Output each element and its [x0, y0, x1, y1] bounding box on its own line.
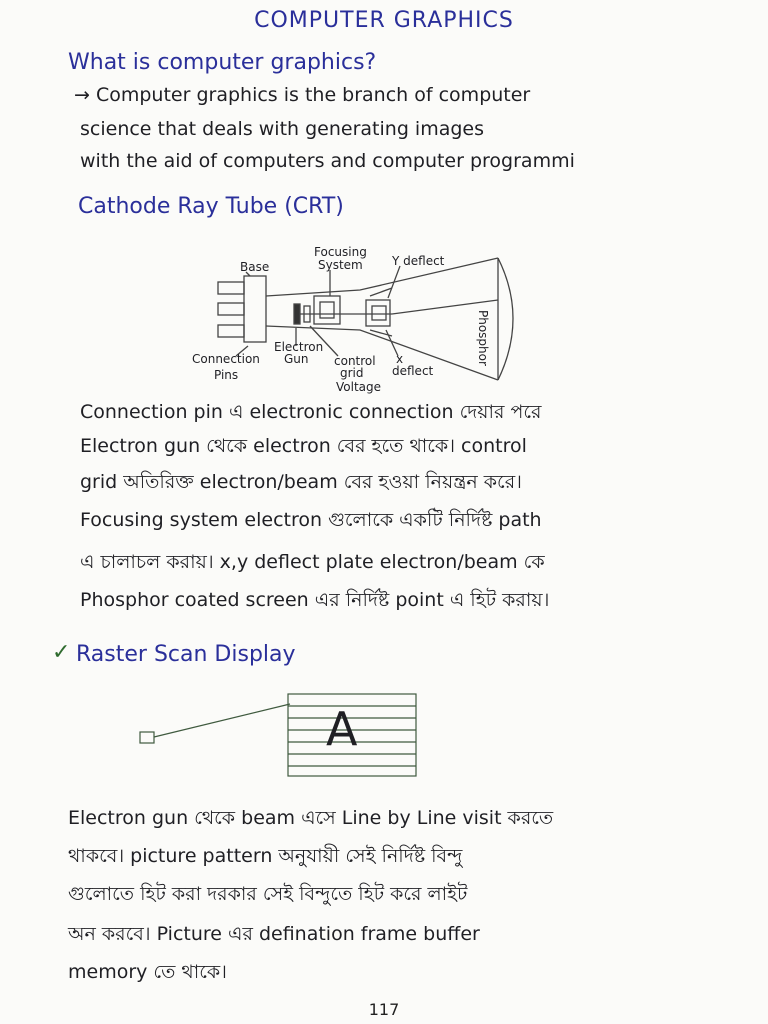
- label-system: System: [318, 258, 363, 272]
- crt-paragraph-line-4: Focusing system electron গুলোকে একটি নির্দিষ্ট path: [80, 509, 542, 531]
- label-control: control: [334, 354, 376, 368]
- beam-line: [154, 704, 290, 737]
- page-title: COMPUTER GRAPHICS: [254, 8, 514, 33]
- check-mark: ✓: [52, 640, 71, 665]
- screen-letter: A: [326, 702, 358, 756]
- label-pins: Pins: [214, 368, 239, 382]
- page-number: 117: [368, 1000, 400, 1019]
- label-phosphor: Phosphor: [476, 310, 490, 366]
- label-voltage: Voltage: [336, 380, 382, 394]
- raster-paragraph-line-5: memory তে থাকে।: [68, 961, 227, 983]
- label-gun: Gun: [284, 352, 309, 366]
- raster-paragraph-line-2: থাকবে। picture pattern অনুযায়ী সেই নির্দিষ্ট বিন্দু: [68, 845, 463, 867]
- raster-paragraph-line-3: গুলোতে হিট করা দরকার সেই বিন্দুতে হিট করে লাইট: [68, 883, 468, 905]
- crt-paragraph-line-2: Electron gun থেকে electron বের হতে থাকে। control: [80, 435, 527, 457]
- definition-line-1: → Computer graphics is the branch of computer: [74, 84, 531, 106]
- label-grid: grid: [340, 366, 364, 380]
- raster-paragraph-line-1: Electron gun থেকে beam এসে Line by Line visit করতে: [68, 807, 554, 829]
- definition-line-3: with the aid of computers and computer programmi: [80, 150, 575, 172]
- electron-gun-box: [140, 732, 154, 743]
- label-base: Base: [240, 260, 270, 274]
- crt-paragraph-line-6: Phosphor coated screen এর নির্দিষ্ট point এ হিট করায়।: [80, 589, 550, 611]
- label-y-deflect: Y deflect: [392, 254, 445, 268]
- question-heading: What is computer graphics?: [68, 50, 377, 75]
- definition-line-2: science that deals with generating images: [80, 118, 485, 140]
- label-electron: Electron: [274, 340, 324, 354]
- label-deflect: deflect: [392, 364, 434, 378]
- crt-paragraph-line-5: এ চালাচল করায়। x,y deflect plate electron/beam কে: [80, 551, 545, 573]
- crt-heading: Cathode Ray Tube (CRT): [78, 194, 344, 219]
- label-focusing: Focusing: [314, 245, 367, 259]
- crt-paragraph-line-3: grid অতিরিক্ত electron/beam বের হওয়া নিয়ন্ত্রন করে।: [80, 471, 522, 493]
- crt-paragraph-line-1: Connection pin এ electronic connection দেয়ার পরে: [80, 401, 542, 423]
- label-connection: Connection: [192, 352, 260, 366]
- raster-heading: Raster Scan Display: [76, 642, 296, 667]
- raster-paragraph-line-4: অন করবে। Picture এর defination frame buffer: [68, 923, 480, 945]
- label-x: x: [396, 352, 404, 366]
